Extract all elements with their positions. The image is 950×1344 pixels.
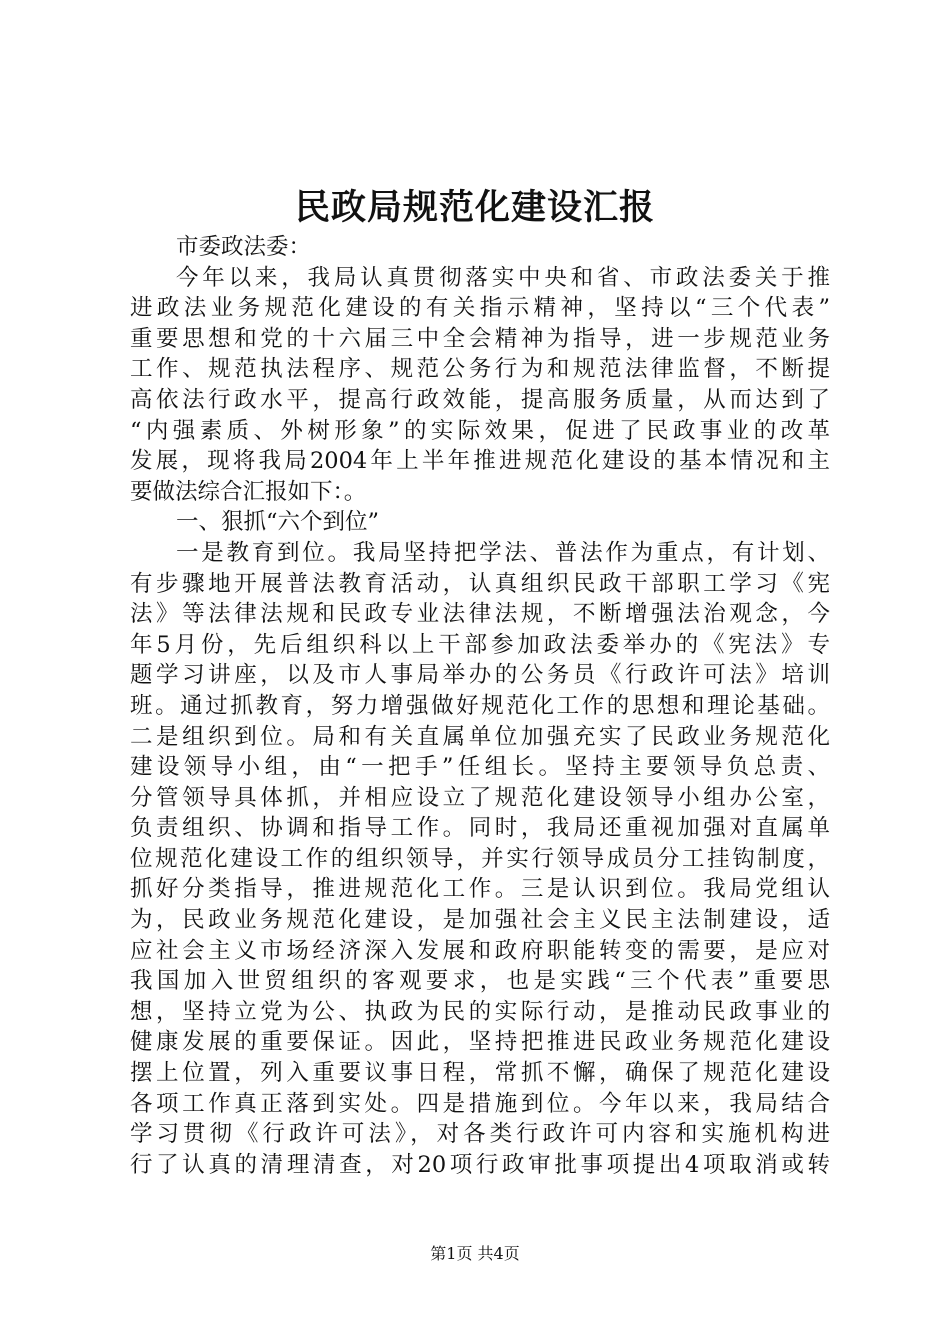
body-line: 二是组织到位。局和有关直属单位加强充实了民政业务规范化 (130, 723, 830, 750)
body-line: 年5月份，先后组织科以上干部参加政法委举办的《宪法》专 (130, 631, 830, 658)
body-line: 要做法综合汇报如下：。 (130, 478, 367, 505)
document-title: 民政局规范化建设汇报 (294, 187, 655, 228)
body-line: 健康发展的重要保证。因此，坚持把推进民政业务规范化建设 (130, 1029, 830, 1056)
body-line: 抓好分类指导，推进规范化工作。三是认识到位。我局党组认 (130, 876, 830, 903)
body-line: 工作、规范执法程序、规范公务行为和规范法律监督，不断提 (130, 356, 830, 383)
section-heading: 一、狠抓“六个到位” (176, 509, 380, 536)
body-line: 重要思想和党的十六届三中全会精神为指导，进一步规范业务 (130, 325, 830, 352)
body-line: 题学习讲座，以及市人事局举办的公务员《行政许可法》培训 (130, 662, 830, 689)
body-line: 学习贯彻《行政许可法》，对各类行政许可内容和实施机构进 (130, 1121, 830, 1148)
body-line: 今年以来，我局认真贯彻落实中央和省、市政法委关于推 (176, 264, 830, 291)
body-line: 分管领导具体抓，并相应设立了规范化建设领导小组办公室， (130, 784, 830, 811)
body-line: 负责组织、协调和指导工作。同时，我局还重视加强对直属单 (130, 815, 830, 842)
body-line: 应社会主义市场经济深入发展和政府职能转变的需要，是应对 (130, 937, 830, 964)
body-line: “内强素质、外树形象”的实际效果，促进了民政事业的改革 (130, 417, 830, 444)
body-line: 为，民政业务规范化建设，是加强社会主义民主法制建设，适 (130, 907, 830, 934)
body-line: 各项工作真正落到实处。四是措施到位。今年以来，我局结合 (130, 1090, 830, 1117)
document-body (130, 232, 830, 1180)
body-line: 法》等法律法规和民政专业法律法规，不断增强法治观念，今 (130, 601, 830, 628)
page-number: 第1页 共4页 (430, 1244, 520, 1263)
body-line: 高依法行政水平，提高行政效能，提高服务质量，从而达到了 (130, 386, 830, 413)
body-line: 摆上位置，列入重要议事日程，常抓不懈，确保了规范化建设 (130, 1060, 830, 1087)
body-line: 班。通过抓教育，努力增强做好规范化工作的思想和理论基础。 (130, 692, 830, 719)
body-line: 建设领导小组，由“一把手”任组长。坚持主要领导负总责、 (130, 754, 830, 781)
body-line: 行了认真的清理清查，对20项行政审批事项提出4项取消或转 (130, 1151, 830, 1178)
body-line: 进政法业务规范化建设的有关指示精神，坚持以“三个代表” (130, 295, 830, 322)
body-line: 发展，现将我局2004年上半年推进规范化建设的基本情况和主 (130, 448, 830, 475)
body-line: 我国加入世贸组织的客观要求，也是实践“三个代表”重要思 (130, 968, 830, 995)
body-line: 一是教育到位。我局坚持把学法、普法作为重点，有计划、 (176, 539, 830, 566)
body-line: 想，坚持立党为公、执政为民的实际行动，是推动民政事业的 (130, 998, 830, 1025)
body-line: 有步骤地开展普法教育活动，认真组织民政干部职工学习《宪 (130, 570, 830, 597)
body-line: 位规范化建设工作的组织领导，并实行领导成员分工挂钩制度， (130, 845, 830, 872)
body-line-salutation: 市委政法委： (176, 234, 312, 260)
